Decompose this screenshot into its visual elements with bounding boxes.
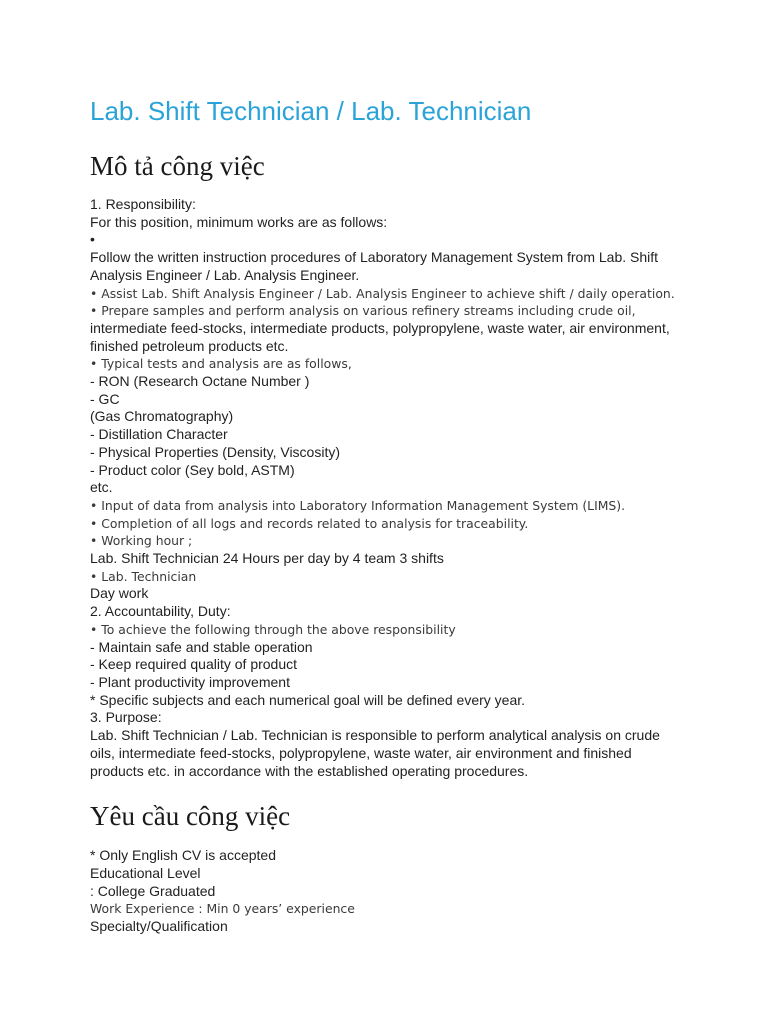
- description-line: • Completion of all logs and records related to analysis for traceability.: [90, 515, 529, 531]
- description-line: - Physical Properties (Density, Viscosity): [90, 443, 340, 460]
- description-line: Follow the written instruction procedures of Laboratory Management System from Lab. Shift: [90, 249, 659, 266]
- description-line: • Assist Lab. Shift Analysis Engineer / Lab. Analysis Engineer to achieve shift / daily operation.: [90, 285, 675, 301]
- description-line: * Specific subjects and each numerical goal will be defined every year.: [90, 691, 526, 708]
- requirement-line: Educational Level: [90, 864, 201, 881]
- description-line: For this position, minimum works are as follows:: [90, 213, 388, 230]
- description-line: Lab. Shift Technician / Lab. Technician is responsible to perform analytical analysis on crude: [90, 727, 660, 744]
- description-line: products etc. in accordance with the established operating procedures.: [90, 762, 529, 779]
- description-line: Analysis Engineer / Lab. Analysis Engineer.: [90, 266, 360, 283]
- requirement-line: Work Experience : Min 0 years’ experience: [90, 901, 355, 917]
- description-line: etc.: [90, 479, 113, 496]
- description-line: - Distillation Character: [90, 426, 228, 443]
- job-posting-content: [90, 91, 700, 936]
- description-line: - Maintain safe and stable operation: [90, 638, 313, 655]
- job-description-body: [90, 196, 700, 780]
- description-line: - Product color (Sey bold, ASTM): [90, 461, 295, 478]
- description-line: Lab. Shift Technician 24 Hours per day by 4 team 3 shifts: [90, 550, 444, 567]
- job-description-heading: Mô tả công việc: [90, 151, 265, 181]
- description-line: - Plant productivity improvement: [90, 673, 290, 690]
- job-title: Lab. Shift Technician / Lab. Technician: [90, 96, 532, 126]
- description-line: - Keep required quality of product: [90, 656, 298, 673]
- description-line: • Prepare samples and perform analysis on various refinery streams including crude oil,: [90, 303, 636, 319]
- description-line: 1. Responsibility:: [90, 196, 196, 212]
- description-line: intermediate feed-stocks, intermediate products, polypropylene, waste water, air environment,: [90, 319, 670, 336]
- description-line: 3. Purpose:: [90, 709, 162, 726]
- requirement-line: Specialty/Qualification: [90, 918, 228, 935]
- description-line: oils, intermediate feed-stocks, polypropylene, waste water, air environment and finished: [90, 744, 632, 761]
- description-line: • To achieve the following through the above responsibility: [90, 621, 456, 637]
- description-line: Day work: [90, 585, 149, 602]
- requirement-line: * Only English CV is accepted: [90, 847, 276, 864]
- description-line: - RON (Research Octane Number ): [90, 373, 310, 390]
- description-line: • Working hour ;: [90, 533, 193, 549]
- description-line: •: [90, 231, 95, 248]
- description-line: • Input of data from analysis into Laboratory Information Management System (LIMS).: [90, 497, 626, 513]
- job-description-section: [90, 147, 700, 780]
- requirement-line: : College Graduated: [90, 882, 216, 899]
- description-line: 2. Accountability, Duty:: [90, 603, 231, 620]
- description-line: (Gas Chromatography): [90, 408, 234, 425]
- description-line: • Typical tests and analysis are as follows,: [90, 356, 352, 372]
- description-line: finished petroleum products etc.: [90, 337, 289, 354]
- job-requirements-body: [90, 847, 700, 936]
- description-line: - GC: [90, 390, 120, 407]
- description-line: • Lab. Technician: [90, 568, 197, 584]
- job-requirements-section: [90, 797, 700, 936]
- job-requirements-heading: Yêu cầu công việc: [90, 801, 291, 832]
